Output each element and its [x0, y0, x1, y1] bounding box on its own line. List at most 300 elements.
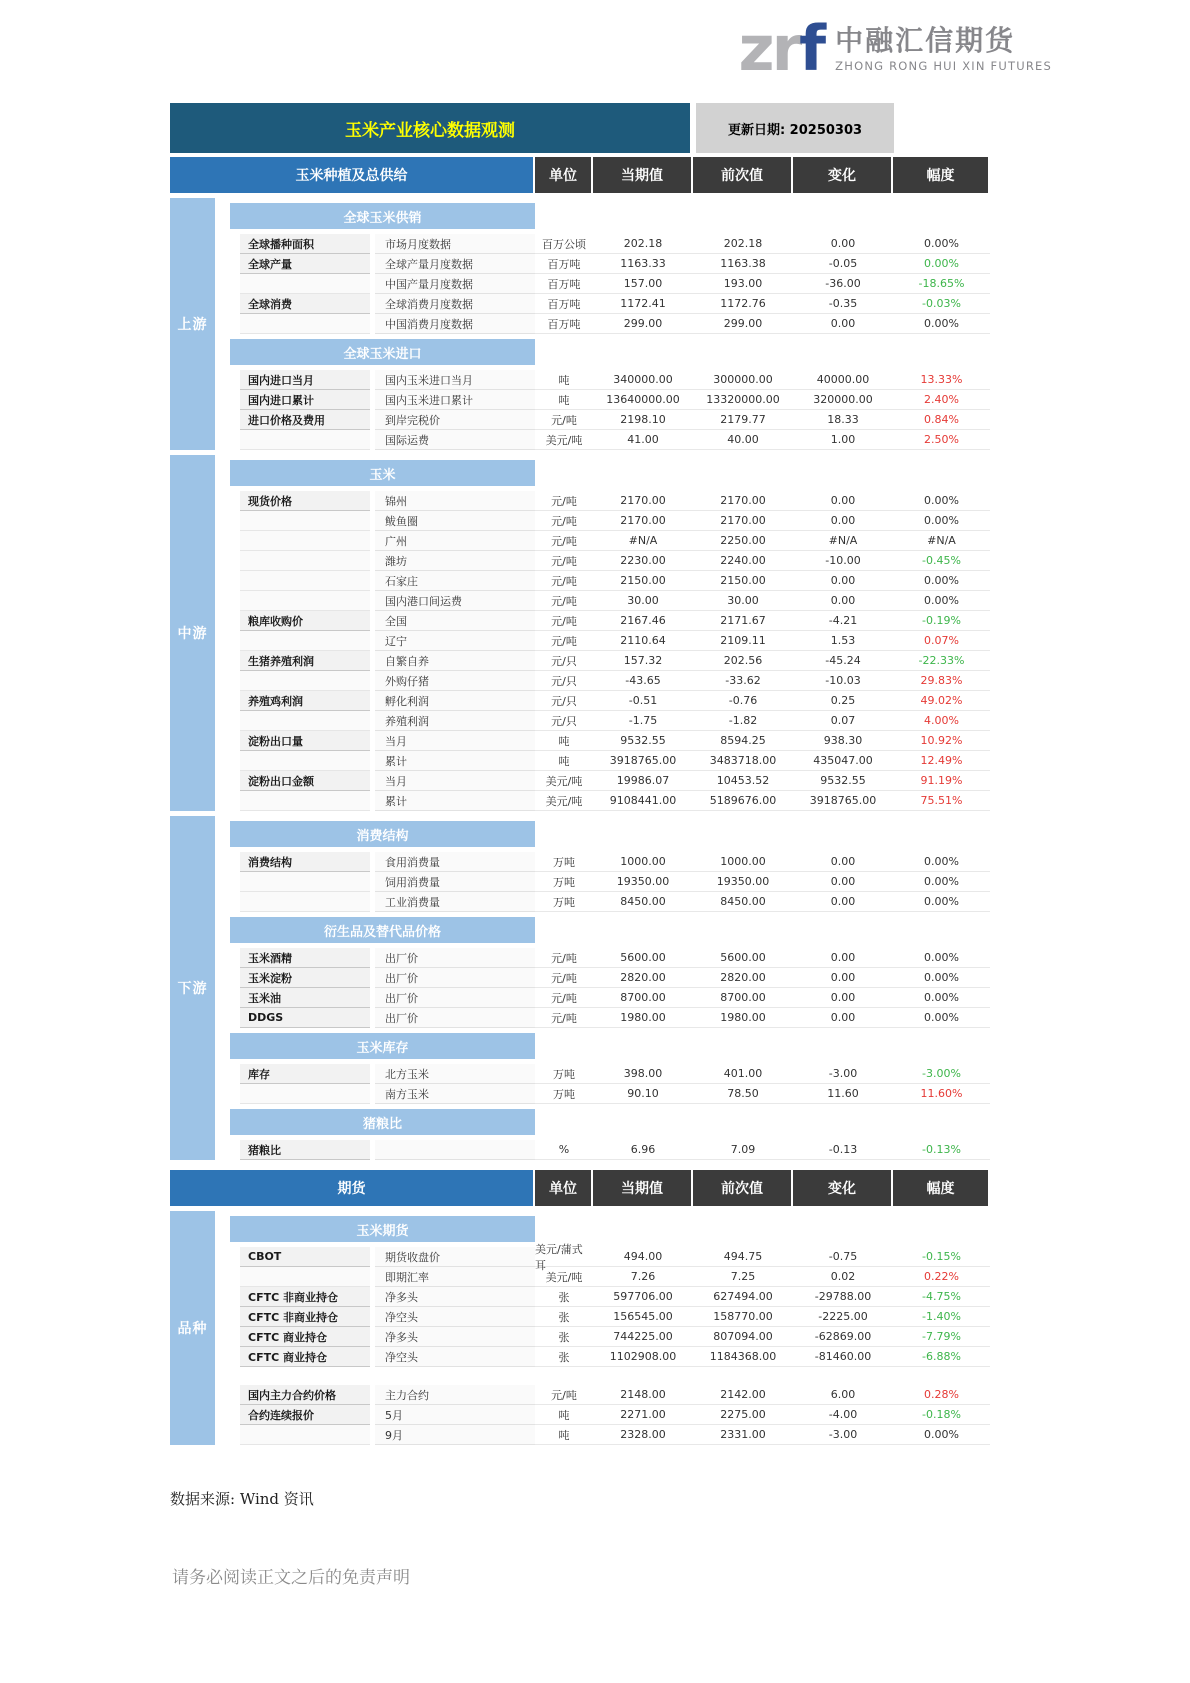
section-header: 玉米库存 [230, 1033, 535, 1059]
futures-data-table [170, 1170, 990, 1445]
row-change: -45.24 [793, 651, 893, 671]
row-current-value: 494.00 [593, 1247, 693, 1267]
row-change: 0.00 [793, 591, 893, 611]
row-previous-value: 40.00 [693, 430, 793, 450]
row-unit: 元/吨 [535, 571, 593, 591]
row-pct-change: 0.84% [893, 410, 990, 430]
section-header: 玉米期货 [230, 1216, 535, 1242]
row-label: 玉米淀粉 [240, 968, 370, 988]
row-label [240, 314, 370, 334]
row-current-value: -1.75 [593, 711, 693, 731]
row-sub-label: 国内玉米进口当月 [375, 370, 535, 390]
row-change: 320000.00 [793, 390, 893, 410]
row-change: 938.30 [793, 731, 893, 751]
row-sub-label: 净空头 [375, 1307, 535, 1327]
row-change: -10.03 [793, 671, 893, 691]
row-unit: 百万吨 [535, 254, 593, 274]
row-pct-change: 75.51% [893, 791, 990, 811]
row-pct-change: -3.00% [893, 1064, 990, 1084]
column-header: 幅度 [893, 1170, 988, 1206]
row-previous-value: 300000.00 [693, 370, 793, 390]
row-pct-change: -0.19% [893, 611, 990, 631]
row-unit: 百万公顷 [535, 234, 593, 254]
row-previous-value: 1980.00 [693, 1008, 793, 1028]
row-current-value: 13640000.00 [593, 390, 693, 410]
row-previous-value: 13320000.00 [693, 390, 793, 410]
row-pct-change: 0.07% [893, 631, 990, 651]
logo-f: f [799, 12, 824, 85]
row-current-value: 2110.64 [593, 631, 693, 651]
table-row [222, 948, 990, 968]
row-unit: 吨 [535, 390, 593, 410]
row-change: -0.13 [793, 1140, 893, 1160]
row-pct-change: 0.00% [893, 234, 990, 254]
row-previous-value: 10453.52 [693, 771, 793, 791]
section-header: 猪粮比 [230, 1109, 535, 1135]
row-previous-value: 78.50 [693, 1084, 793, 1104]
row-current-value: 6.96 [593, 1140, 693, 1160]
table-row [222, 872, 990, 892]
row-current-value: 1172.41 [593, 294, 693, 314]
row-previous-value: 5600.00 [693, 948, 793, 968]
table-row [222, 1287, 990, 1307]
table-row [222, 390, 990, 410]
row-unit: 吨 [535, 370, 593, 390]
row-previous-value: 8594.25 [693, 731, 793, 751]
table-row [222, 314, 990, 334]
company-name-en: ZHONG RONG HUI XIN FUTURES [835, 59, 1052, 74]
row-change: 0.00 [793, 988, 893, 1008]
row-sub-label: 全球消费月度数据 [375, 294, 535, 314]
row-label: 猪粮比 [240, 1140, 370, 1160]
row-change: -29788.00 [793, 1287, 893, 1307]
row-sub-label: 锦州 [375, 491, 535, 511]
table-row [222, 531, 990, 551]
row-label: 现货价格 [240, 491, 370, 511]
row-label [240, 551, 370, 571]
row-pct-change: 10.92% [893, 731, 990, 751]
row-label: 全球产量 [240, 254, 370, 274]
row-current-value: 1102908.00 [593, 1347, 693, 1367]
row-previous-value: 401.00 [693, 1064, 793, 1084]
row-label: 国内进口当月 [240, 370, 370, 390]
logo-zr: zr [738, 12, 800, 85]
row-unit: 美元/吨 [535, 1267, 593, 1287]
row-change: -36.00 [793, 274, 893, 294]
row-current-value: 2150.00 [593, 571, 693, 591]
row-pct-change: -4.75% [893, 1287, 990, 1307]
row-change: 11.60 [793, 1084, 893, 1104]
spacer-row [222, 1367, 990, 1385]
row-current-value: 2148.00 [593, 1385, 693, 1405]
row-sub-label: 出厂价 [375, 1008, 535, 1028]
row-pct-change: #N/A [893, 531, 990, 551]
row-label: 生猪养殖利润 [240, 651, 370, 671]
row-change: 0.25 [793, 691, 893, 711]
row-label [240, 872, 370, 892]
row-previous-value: 2240.00 [693, 551, 793, 571]
row-pct-change: 0.00% [893, 254, 990, 274]
row-label: 合约连续报价 [240, 1405, 370, 1425]
row-previous-value: -1.82 [693, 711, 793, 731]
row-unit: 元/吨 [535, 1385, 593, 1405]
row-unit: 吨 [535, 751, 593, 771]
column-header-row [170, 1170, 990, 1206]
row-current-value: 744225.00 [593, 1327, 693, 1347]
row-current-value: 597706.00 [593, 1287, 693, 1307]
row-pct-change: 0.00% [893, 988, 990, 1008]
row-change: 9532.55 [793, 771, 893, 791]
table-row [222, 751, 990, 771]
row-change: -2225.00 [793, 1307, 893, 1327]
row-change: -0.05 [793, 254, 893, 274]
group-side-label: 下游 [170, 816, 215, 1160]
table-row [222, 1064, 990, 1084]
row-change: -0.35 [793, 294, 893, 314]
section-header: 消费结构 [230, 821, 535, 847]
row-current-value: 2820.00 [593, 968, 693, 988]
table-row [222, 1307, 990, 1327]
row-change: 3918765.00 [793, 791, 893, 811]
row-unit: 元/吨 [535, 1008, 593, 1028]
row-unit: 元/只 [535, 711, 593, 731]
update-date: 更新日期: 20250303 [696, 103, 894, 153]
row-previous-value: -0.76 [693, 691, 793, 711]
row-current-value: 7.26 [593, 1267, 693, 1287]
row-label: 消费结构 [240, 852, 370, 872]
row-current-value: 2170.00 [593, 491, 693, 511]
row-pct-change: 49.02% [893, 691, 990, 711]
row-unit: 元/吨 [535, 611, 593, 631]
section-header: 全球玉米供销 [230, 203, 535, 229]
row-pct-change: 91.19% [893, 771, 990, 791]
row-sub-label: 到岸完税价 [375, 410, 535, 430]
row-change: 0.00 [793, 571, 893, 591]
row-label [240, 591, 370, 611]
row-label [240, 751, 370, 771]
row-label: CFTC 非商业持仓 [240, 1287, 370, 1307]
row-sub-label: 当月 [375, 771, 535, 791]
row-previous-value: 1000.00 [693, 852, 793, 872]
row-previous-value: 7.09 [693, 1140, 793, 1160]
row-unit: 百万吨 [535, 314, 593, 334]
row-change: 0.00 [793, 314, 893, 334]
row-sub-label: 养殖利润 [375, 711, 535, 731]
row-sub-label: 自繁自养 [375, 651, 535, 671]
row-unit: 百万吨 [535, 294, 593, 314]
row-sub-label: 出厂价 [375, 988, 535, 1008]
row-current-value: #N/A [593, 531, 693, 551]
table-row [222, 791, 990, 811]
row-current-value: 8700.00 [593, 988, 693, 1008]
row-sub-label: 累计 [375, 791, 535, 811]
row-current-value: 340000.00 [593, 370, 693, 390]
row-change: -0.75 [793, 1247, 893, 1267]
table-row [222, 571, 990, 591]
row-unit: 万吨 [535, 1064, 593, 1084]
row-pct-change: 0.00% [893, 968, 990, 988]
row-unit: 元/只 [535, 651, 593, 671]
row-sub-label: 全国 [375, 611, 535, 631]
row-pct-change: 13.33% [893, 370, 990, 390]
table-row [222, 1084, 990, 1104]
table-row [222, 491, 990, 511]
row-label: 玉米酒精 [240, 948, 370, 968]
row-change: #N/A [793, 531, 893, 551]
row-pct-change: 2.50% [893, 430, 990, 450]
row-current-value: 2328.00 [593, 1425, 693, 1445]
group-body [222, 198, 990, 450]
row-unit: 元/只 [535, 671, 593, 691]
row-unit: 万吨 [535, 872, 593, 892]
row-pct-change: -0.15% [893, 1247, 990, 1267]
row-unit: 吨 [535, 1405, 593, 1425]
row-unit: 万吨 [535, 852, 593, 872]
logo-zrf-icon [738, 12, 824, 85]
table-group [170, 1211, 990, 1445]
row-label [240, 571, 370, 591]
row-label [240, 430, 370, 450]
row-label [240, 791, 370, 811]
row-current-value: 90.10 [593, 1084, 693, 1104]
row-unit: 元/吨 [535, 551, 593, 571]
row-label: CBOT [240, 1247, 370, 1267]
table-row [222, 254, 990, 274]
row-label [240, 671, 370, 691]
table-row [222, 1327, 990, 1347]
row-change: 0.00 [793, 892, 893, 912]
row-label: 全球播种面积 [240, 234, 370, 254]
table-title: 玉米种植及总供给 [170, 157, 533, 193]
column-header: 变化 [793, 1170, 891, 1206]
row-unit: 元/吨 [535, 591, 593, 611]
table-row [222, 611, 990, 631]
row-change: 0.02 [793, 1267, 893, 1287]
row-label [240, 1084, 370, 1104]
row-current-value: 1000.00 [593, 852, 693, 872]
row-change: 40000.00 [793, 370, 893, 390]
row-sub-label: 净空头 [375, 1347, 535, 1367]
table-title: 期货 [170, 1170, 533, 1206]
row-change: 0.00 [793, 511, 893, 531]
row-change: 0.00 [793, 234, 893, 254]
table-row [222, 1267, 990, 1287]
company-name-cn: 中融汇信期货 [835, 23, 1016, 57]
row-pct-change: -0.03% [893, 294, 990, 314]
table-row [222, 691, 990, 711]
row-unit: 元/吨 [535, 511, 593, 531]
row-pct-change: 0.28% [893, 1385, 990, 1405]
row-previous-value: 2142.00 [693, 1385, 793, 1405]
row-change: 0.00 [793, 872, 893, 892]
row-current-value: -43.65 [593, 671, 693, 691]
row-unit: 美元/蒲式耳 [535, 1247, 593, 1267]
row-unit: 元/吨 [535, 948, 593, 968]
row-label: 库存 [240, 1064, 370, 1084]
row-label: 玉米油 [240, 988, 370, 1008]
table-row [222, 591, 990, 611]
row-current-value: 41.00 [593, 430, 693, 450]
row-unit: 美元/吨 [535, 430, 593, 450]
row-previous-value: 1184368.00 [693, 1347, 793, 1367]
row-sub-label: 中国消费月度数据 [375, 314, 535, 334]
row-change: 0.00 [793, 491, 893, 511]
column-header: 单位 [535, 157, 591, 193]
row-unit: % [535, 1140, 593, 1160]
table-row [222, 1405, 990, 1425]
table-group [170, 816, 990, 1160]
table-row [222, 370, 990, 390]
row-change: -4.21 [793, 611, 893, 631]
group-body [222, 1211, 990, 1445]
row-previous-value: 299.00 [693, 314, 793, 334]
row-pct-change: 0.00% [893, 892, 990, 912]
row-label: 养殖鸡利润 [240, 691, 370, 711]
row-pct-change: 0.00% [893, 852, 990, 872]
row-change: -62869.00 [793, 1327, 893, 1347]
row-label: 淀粉出口金额 [240, 771, 370, 791]
table-row [222, 1385, 990, 1405]
row-label: CFTC 非商业持仓 [240, 1307, 370, 1327]
column-header: 变化 [793, 157, 891, 193]
row-sub-label: 市场月度数据 [375, 234, 535, 254]
row-previous-value: 193.00 [693, 274, 793, 294]
row-pct-change: 12.49% [893, 751, 990, 771]
row-label: 国内进口累计 [240, 390, 370, 410]
row-unit: 张 [535, 1307, 593, 1327]
row-previous-value: 807094.00 [693, 1327, 793, 1347]
row-previous-value: 494.75 [693, 1247, 793, 1267]
row-current-value: -0.51 [593, 691, 693, 711]
row-sub-label: 国内港口间运费 [375, 591, 535, 611]
row-pct-change: -18.65% [893, 274, 990, 294]
row-previous-value: 2331.00 [693, 1425, 793, 1445]
group-body [222, 816, 990, 1160]
row-sub-label: 鲅鱼圈 [375, 511, 535, 531]
row-current-value: 2198.10 [593, 410, 693, 430]
report-body [170, 103, 990, 1445]
main-data-table [170, 157, 990, 1160]
section-header: 衍生品及替代品价格 [230, 917, 535, 943]
table-row [222, 294, 990, 314]
row-label: 全球消费 [240, 294, 370, 314]
row-label: CFTC 商业持仓 [240, 1327, 370, 1347]
row-pct-change: 0.00% [893, 571, 990, 591]
row-sub-label: 当月 [375, 731, 535, 751]
row-sub-label: 中国产量月度数据 [375, 274, 535, 294]
row-current-value: 19986.07 [593, 771, 693, 791]
row-pct-change: -6.88% [893, 1347, 990, 1367]
row-label: 淀粉出口量 [240, 731, 370, 751]
row-pct-change: -0.18% [893, 1405, 990, 1425]
group-side-label: 中游 [170, 455, 215, 811]
row-pct-change: 0.00% [893, 872, 990, 892]
row-label: 进口价格及费用 [240, 410, 370, 430]
table-group [170, 455, 990, 811]
row-unit: 元/吨 [535, 410, 593, 430]
row-current-value: 157.32 [593, 651, 693, 671]
row-sub-label: 出厂价 [375, 968, 535, 988]
row-previous-value: 202.18 [693, 234, 793, 254]
table-row [222, 771, 990, 791]
table-row [222, 852, 990, 872]
row-change: -3.00 [793, 1425, 893, 1445]
row-sub-label: 孵化利润 [375, 691, 535, 711]
row-current-value: 5600.00 [593, 948, 693, 968]
row-sub-label [375, 1140, 535, 1160]
row-label: 国内主力合约价格 [240, 1385, 370, 1405]
table-row [222, 1347, 990, 1367]
row-current-value: 3918765.00 [593, 751, 693, 771]
report-title: 玉米产业核心数据观测 [170, 103, 690, 153]
table-row [222, 988, 990, 1008]
row-pct-change: 0.00% [893, 1425, 990, 1445]
row-previous-value: 1172.76 [693, 294, 793, 314]
row-label [240, 1425, 370, 1445]
disclaimer-text: 请务必阅读正文之后的免责声明 [172, 1568, 410, 1588]
row-unit: 百万吨 [535, 274, 593, 294]
table-row [222, 511, 990, 531]
column-header: 当期值 [593, 1170, 691, 1206]
row-label: DDGS [240, 1008, 370, 1028]
row-sub-label: 饲用消费量 [375, 872, 535, 892]
row-current-value: 1163.33 [593, 254, 693, 274]
row-change: 0.00 [793, 948, 893, 968]
row-change: 1.53 [793, 631, 893, 651]
row-sub-label: 北方玉米 [375, 1064, 535, 1084]
table-row [222, 968, 990, 988]
row-sub-label: 辽宁 [375, 631, 535, 651]
row-previous-value: 30.00 [693, 591, 793, 611]
row-pct-change: 0.00% [893, 314, 990, 334]
row-pct-change: -0.13% [893, 1140, 990, 1160]
row-pct-change: -22.33% [893, 651, 990, 671]
row-previous-value: 2250.00 [693, 531, 793, 551]
column-header: 前次值 [693, 157, 791, 193]
row-unit: 万吨 [535, 892, 593, 912]
row-previous-value: 2179.77 [693, 410, 793, 430]
row-current-value: 30.00 [593, 591, 693, 611]
row-sub-label: 工业消费量 [375, 892, 535, 912]
column-header: 幅度 [893, 157, 988, 193]
table-row [222, 711, 990, 731]
row-sub-label: 净多头 [375, 1287, 535, 1307]
row-label [240, 631, 370, 651]
row-sub-label: 9月 [375, 1425, 535, 1445]
row-unit: 张 [535, 1327, 593, 1347]
row-current-value: 19350.00 [593, 872, 693, 892]
row-sub-label: 石家庄 [375, 571, 535, 591]
row-unit: 吨 [535, 731, 593, 751]
row-current-value: 398.00 [593, 1064, 693, 1084]
row-current-value: 299.00 [593, 314, 693, 334]
row-current-value: 9532.55 [593, 731, 693, 751]
row-sub-label: 主力合约 [375, 1385, 535, 1405]
row-unit: 元/吨 [535, 968, 593, 988]
row-change: 18.33 [793, 410, 893, 430]
row-pct-change: 0.00% [893, 1008, 990, 1028]
row-sub-label: 净多头 [375, 1327, 535, 1347]
table-row [222, 234, 990, 254]
row-label [240, 892, 370, 912]
row-unit: 美元/吨 [535, 771, 593, 791]
row-current-value: 1980.00 [593, 1008, 693, 1028]
row-previous-value: 2150.00 [693, 571, 793, 591]
row-sub-label: 潍坊 [375, 551, 535, 571]
group-body [222, 455, 990, 811]
row-previous-value: 2170.00 [693, 511, 793, 531]
row-current-value: 2167.46 [593, 611, 693, 631]
